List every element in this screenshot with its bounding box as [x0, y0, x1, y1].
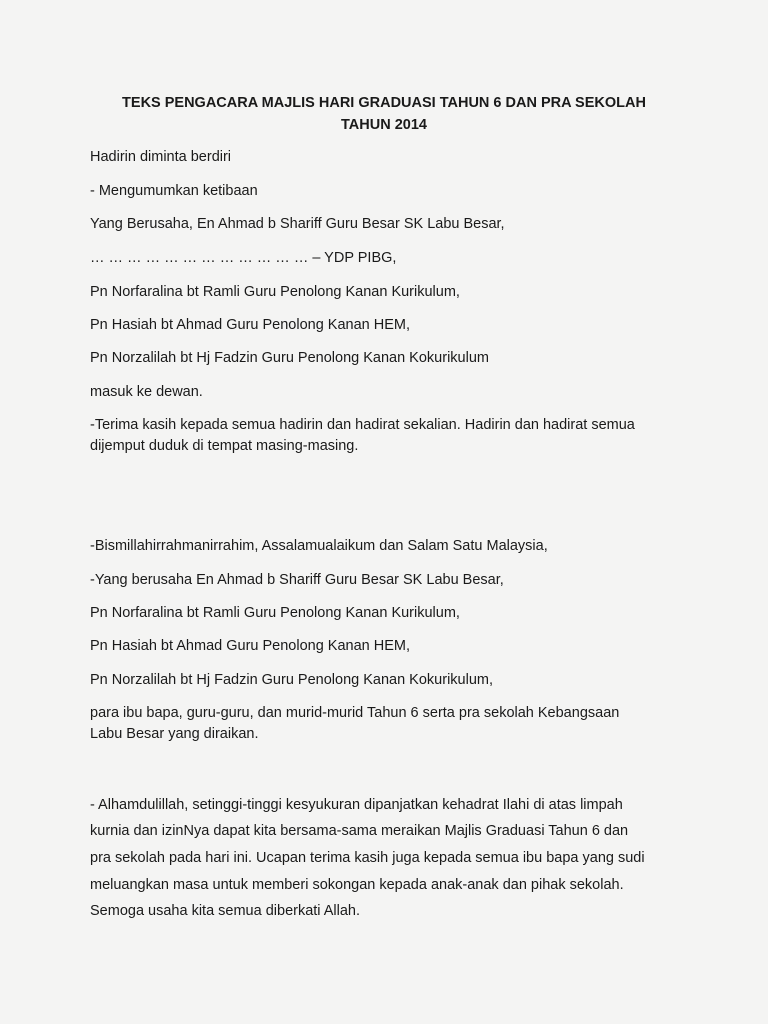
paragraph-audience-line-2: Labu Besar yang diraikan. [90, 726, 259, 742]
paragraph-gratitude-line-4: meluangkan masa untuk memberi sokongan kepada anak-anak dan pihak sekolah. [90, 877, 624, 893]
paragraph-announce-arrival: - Mengumumkan ketibaan [90, 183, 258, 199]
paragraph-thanks-line-1: -Terima kasih kepada semua hadirin dan hadirat sekalian. Hadirin dan hadirat semua [90, 417, 635, 433]
paragraph-gratitude-line-1: - Alhamdulillah, setinggi-tinggi kesyukuran dipanjatkan kehadrat Ilahi di atas limpah [90, 797, 623, 813]
paragraph-gratitude-line-3: pra sekolah pada hari ini. Ucapan terima kasih juga kepada semua ibu bapa yang sudi [90, 850, 645, 866]
paragraph-gpk-kokurikulum: Pn Norzalilah bt Hj Fadzin Guru Penolong Kanan Kokurikulum [90, 350, 489, 366]
paragraph-greeting: -Bismillahirrahmanirrahim, Assalamualaikum dan Salam Satu Malaysia, [90, 538, 548, 554]
paragraph-gpk-hem-2: Pn Hasiah bt Ahmad Guru Penolong Kanan HEM, [90, 638, 410, 654]
paragraph-headmaster: Yang Berusaha, En Ahmad b Shariff Guru Besar SK Labu Besar, [90, 216, 505, 232]
paragraph-headmaster-2: -Yang berusaha En Ahmad b Shariff Guru Besar SK Labu Besar, [90, 572, 504, 588]
paragraph-gpk-hem: Pn Hasiah bt Ahmad Guru Penolong Kanan HEM, [90, 317, 410, 333]
paragraph-enter-hall: masuk ke dewan. [90, 384, 203, 400]
paragraph-gratitude-line-5: Semoga usaha kita semua diberkati Allah. [90, 903, 361, 919]
paragraph-gpk-kurikulum: Pn Norfaralina bt Ramli Guru Penolong Kanan Kurikulum, [90, 284, 460, 300]
paragraph-ydp-pibg: … … … … … … … … … … … … – YDP PIBG, [90, 250, 397, 266]
paragraph-thanks-line-2: dijemput duduk di tempat masing-masing. [90, 438, 359, 454]
paragraph-gratitude-line-2: kurnia dan izinNya dapat kita bersama-sama meraikan Majlis Graduasi Tahun 6 dan [90, 823, 629, 839]
document-title-line-1: TEKS PENGACARA MAJLIS HARI GRADUASI TAHUN 6 DAN PRA SEKOLAH [122, 95, 646, 111]
document-title-line-2: TAHUN 2014 [341, 117, 427, 133]
paragraph-audience-stand: Hadirin diminta berdiri [90, 149, 232, 165]
paragraph-gpk-kokurikulum-2: Pn Norzalilah bt Hj Fadzin Guru Penolong Kanan Kokurikulum, [90, 672, 493, 688]
paragraph-gpk-kurikulum-2: Pn Norfaralina bt Ramli Guru Penolong Kanan Kurikulum, [90, 605, 460, 621]
paragraph-audience-line-1: para ibu bapa, guru-guru, dan murid-murid Tahun 6 serta pra sekolah Kebangsaan [90, 705, 620, 721]
